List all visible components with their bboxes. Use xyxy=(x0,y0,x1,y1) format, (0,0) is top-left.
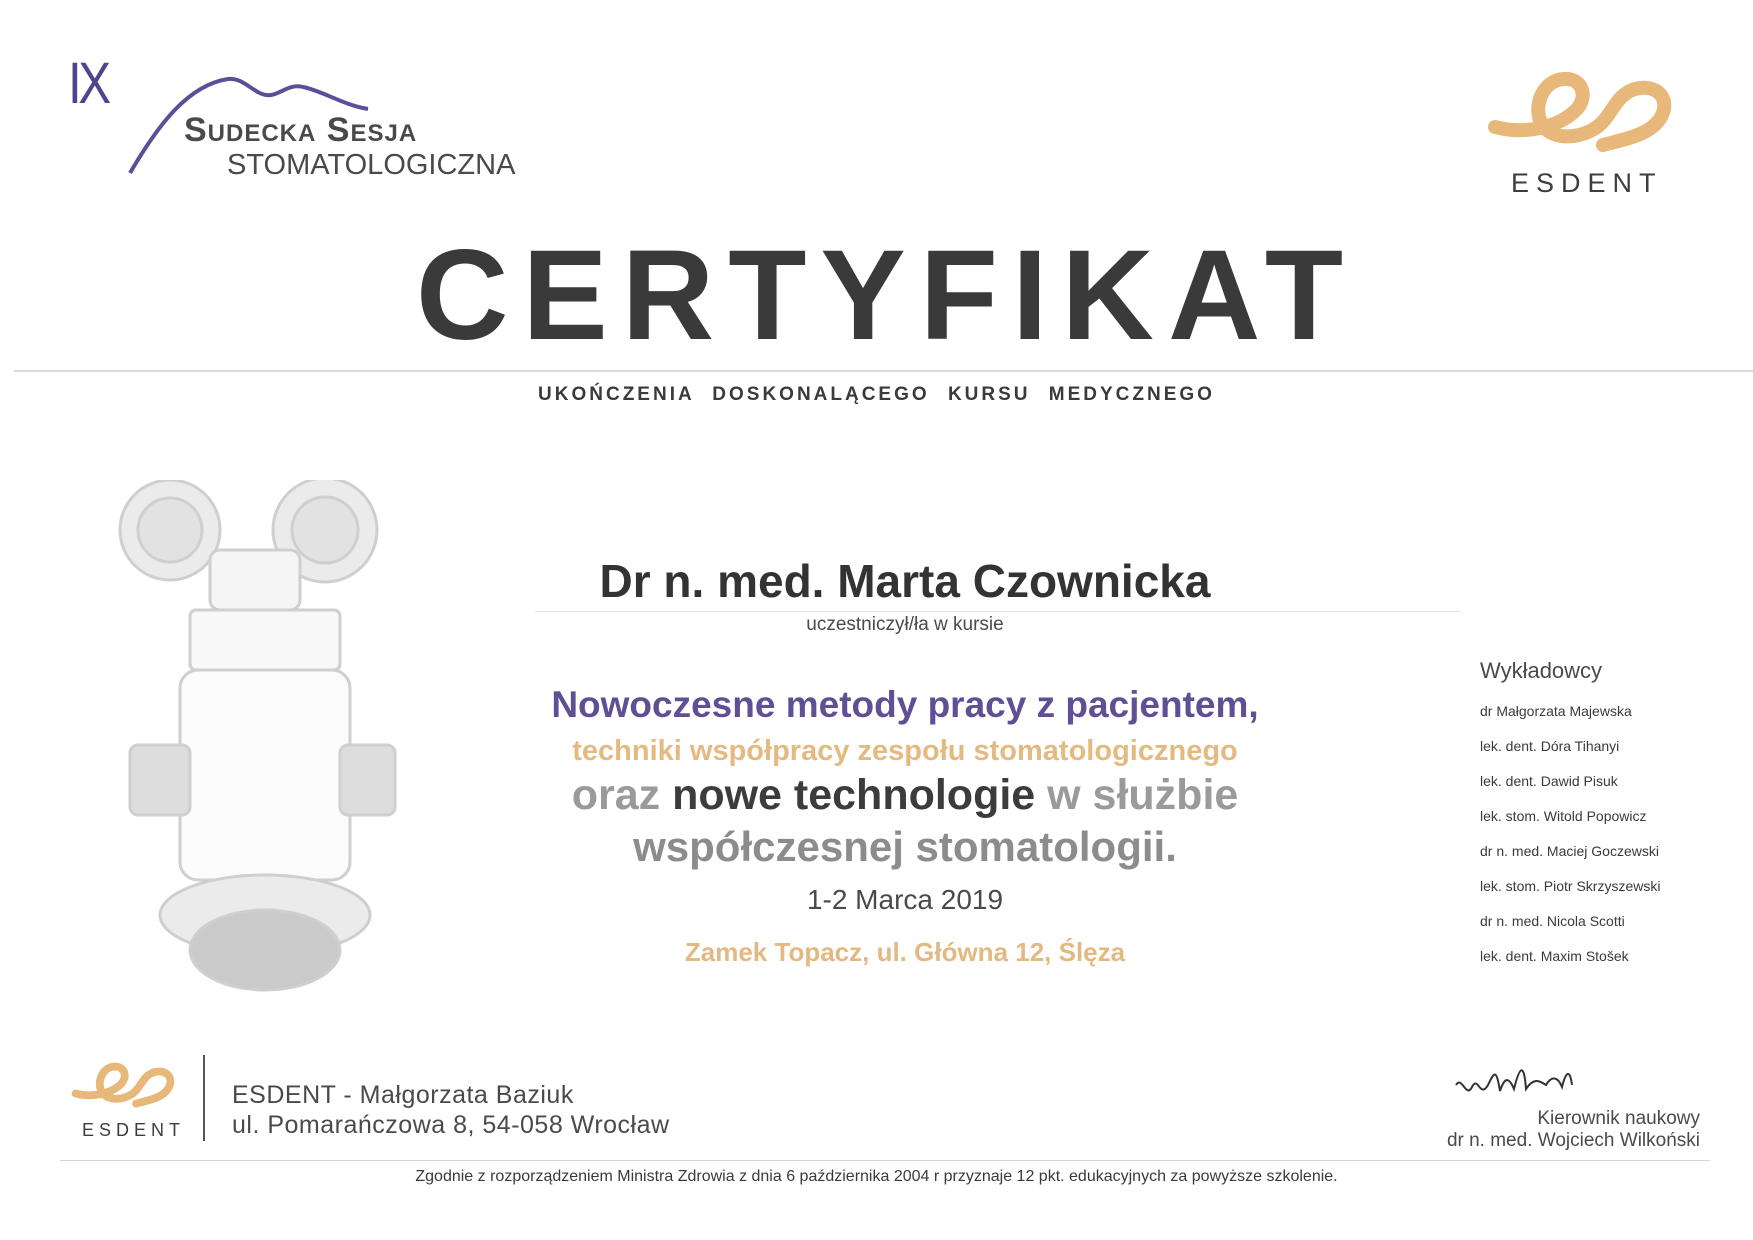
esdent-mark-icon xyxy=(1485,65,1685,155)
name-underline xyxy=(535,611,1460,612)
accreditation-note: Zgodnie z rozporządzeniem Ministra Zdrowia z dnia 6 października 2004 r przyznaje 12 pkt. edukacyjnych za powyższe szkolenie. xyxy=(415,1168,1338,1185)
signatory-name: dr n. med. Wojciech Wilkoński xyxy=(1446,1130,1700,1151)
course-title-line3-suffix: w służbie xyxy=(1047,771,1239,819)
footer-divider xyxy=(203,1055,205,1141)
event-logo xyxy=(68,51,538,185)
event-edition-numeral: IX xyxy=(68,51,108,116)
course-title-line3 xyxy=(405,771,1405,819)
footer-esdent-mark-icon xyxy=(70,1055,182,1113)
event-name-line2: STOMATOLOGICZNA xyxy=(227,149,516,181)
lecturers-list xyxy=(1480,700,1660,980)
lecturer-item: lek. dent. Maxim Stošek xyxy=(1480,948,1629,964)
company-name: ESDENT - Małgorzata Baziuk xyxy=(232,1081,574,1109)
esdent-logo xyxy=(1475,65,1695,205)
recipient-name: Dr n. med. Marta Czownicka xyxy=(599,555,1211,607)
lecturer-item: dr n. med. Nicola Scotti xyxy=(1480,913,1625,929)
lecturer-item: lek. dent. Dóra Tihanyi xyxy=(1480,738,1620,754)
footer-rule xyxy=(60,1160,1710,1161)
signature-image xyxy=(1450,1055,1580,1105)
signatory-role: Kierownik naukowy xyxy=(1537,1108,1700,1129)
event-name-line1: Sudecka Sesja xyxy=(184,111,418,149)
company-address: ul. Pomarańczowa 8, 54-058 Wrocław xyxy=(232,1111,670,1139)
lecturer-item: lek. stom. Piotr Skrzyszewski xyxy=(1480,878,1661,894)
lecturer-item: dr n. med. Maciej Goczewski xyxy=(1480,843,1659,859)
footer-esdent-logo xyxy=(70,1055,200,1140)
lecturer-item: lek. dent. Dawid Pisuk xyxy=(1480,773,1618,789)
participation-text: uczestniczył/ła w kursie xyxy=(806,614,1004,635)
course-title-line1: Nowoczesne metody pracy z pacjentem, xyxy=(551,684,1259,725)
esdent-wordmark: ESDENT xyxy=(1511,168,1663,198)
lecturers-heading: Wykładowcy xyxy=(1480,658,1603,683)
course-title-line3-emphasis: nowe technologie xyxy=(672,771,1036,819)
certificate-subtitle: UKOŃCZENIA DOSKONALĄCEGO KURSU MEDYCZNEGO xyxy=(538,384,1215,405)
title-divider xyxy=(14,370,1753,372)
footer-esdent-wordmark: ESDENT xyxy=(82,1120,186,1140)
lecturer-item: dr Małgorzata Majewska xyxy=(1480,703,1632,719)
microscope-illustration xyxy=(110,480,410,1000)
course-date: 1-2 Marca 2019 xyxy=(806,884,1004,915)
course-title-line4: współczesnej stomatologii. xyxy=(633,823,1177,870)
certificate-title: CERTYFIKAT xyxy=(415,224,1358,367)
course-venue: Zamek Topacz, ul. Główna 12, Ślęza xyxy=(684,937,1126,967)
course-title-line3-prefix: oraz xyxy=(571,771,661,819)
lecturer-item: lek. stom. Witold Popowicz xyxy=(1480,808,1647,824)
course-title-line2: techniki współpracy zespołu stomatologicznego xyxy=(572,735,1238,767)
